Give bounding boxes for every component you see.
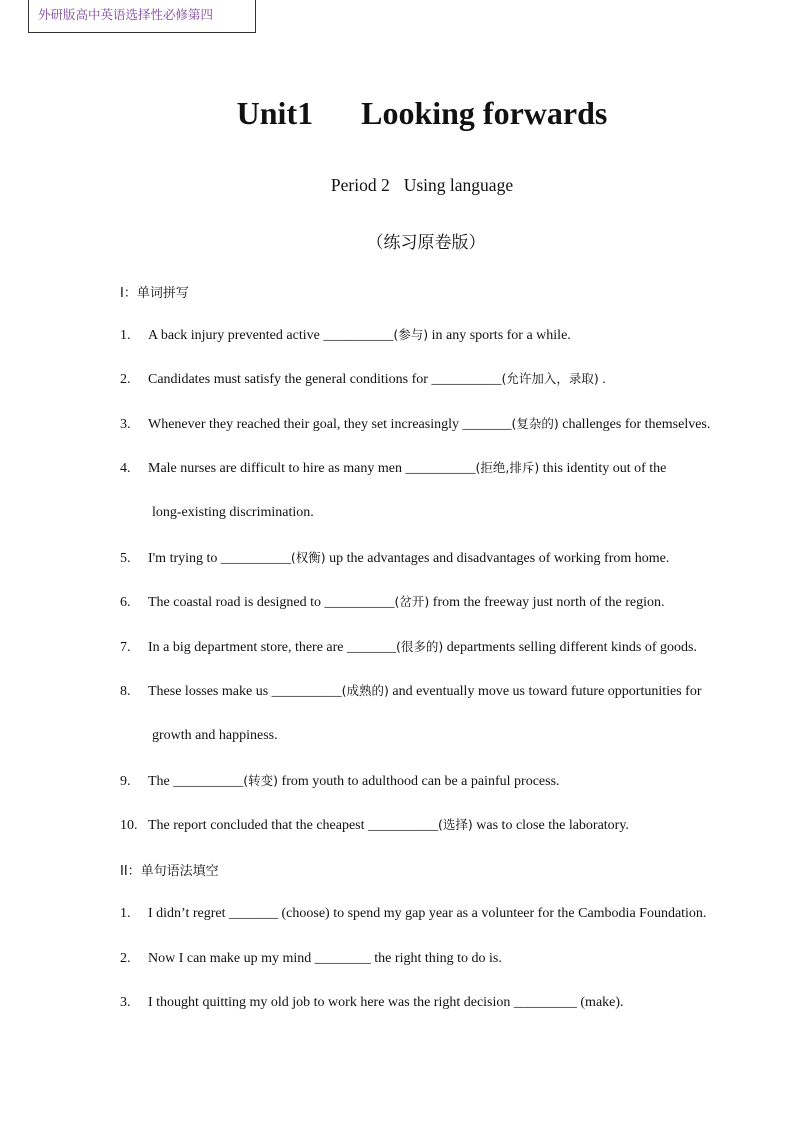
question-number: 1. bbox=[120, 906, 131, 921]
question-text: and eventually move us toward future opportunities for bbox=[388, 684, 702, 699]
question-text: challenges for themselves. bbox=[558, 417, 711, 432]
question-hint: (复杂的) bbox=[511, 416, 559, 431]
question-text: Whenever they reached their goal, they set increasingly _______ bbox=[148, 417, 512, 432]
page-title bbox=[0, 95, 794, 132]
question-2-2 bbox=[120, 949, 502, 969]
section-heading-spelling: I：单词拼写 bbox=[120, 286, 189, 301]
question-1-6 bbox=[120, 592, 665, 613]
question-continuation: long-existing discrimination. bbox=[152, 505, 314, 520]
period-label: Period 2 bbox=[330, 175, 390, 195]
question-hint: (转变) bbox=[243, 773, 279, 788]
question-number: 3. bbox=[120, 995, 131, 1010]
question-1-4 bbox=[120, 458, 666, 479]
header-label: 外研版高中英语选择性必修第四 bbox=[28, 0, 256, 33]
question-1-8 bbox=[120, 681, 702, 702]
question-text: this identity out of the bbox=[539, 461, 667, 476]
question-text: . bbox=[598, 372, 606, 387]
question-text: In a big department store, there are _______ bbox=[148, 640, 397, 655]
question-text: The __________ bbox=[148, 774, 244, 789]
question-text: I didn’t regret _______ (choose) to spend my gap year as a volunteer for the Cambodia Foundation. bbox=[148, 906, 707, 921]
question-text: These losses make us __________ bbox=[148, 684, 342, 699]
unit-topic: Looking forwards bbox=[361, 95, 608, 131]
question-number: 8. bbox=[120, 684, 131, 699]
question-1-5 bbox=[120, 548, 669, 569]
question-2-1 bbox=[120, 904, 706, 924]
question-1-9 bbox=[120, 771, 560, 792]
question-text: in any sports for a while. bbox=[428, 328, 571, 343]
question-hint: (岔开) bbox=[394, 594, 430, 609]
section-heading-grammar: II：单句语法填空 bbox=[120, 864, 219, 879]
question-text: Male nurses are difficult to hire as many men __________ bbox=[148, 461, 476, 476]
question-text: A back injury prevented active __________ bbox=[148, 328, 394, 343]
question-hint: (权衡) bbox=[290, 550, 326, 565]
question-number: 6. bbox=[120, 595, 131, 610]
question-text: The report concluded that the cheapest __________ bbox=[148, 818, 439, 833]
question-text: up the advantages and disadvantages of working from home. bbox=[325, 551, 670, 566]
question-text: was to close the laboratory. bbox=[472, 818, 629, 833]
edition-label: （练习原卷版） bbox=[366, 233, 486, 253]
question-1-7 bbox=[120, 637, 697, 658]
question-1-10 bbox=[120, 815, 629, 836]
question-hint: (参与) bbox=[393, 327, 429, 342]
question-text: The coastal road is designed to __________ bbox=[148, 595, 395, 610]
question-number: 4. bbox=[120, 461, 131, 476]
question-hint: (成熟的) bbox=[341, 683, 389, 698]
unit-label: Unit1 bbox=[236, 95, 314, 131]
question-1-1 bbox=[120, 325, 571, 346]
question-text: Now I can make up my mind ________ the right thing to do is. bbox=[148, 951, 502, 966]
question-2-3 bbox=[120, 993, 624, 1013]
question-number: 3. bbox=[120, 417, 131, 432]
question-1-3 bbox=[120, 414, 710, 435]
question-number: 10. bbox=[120, 818, 138, 833]
question-continuation: growth and happiness. bbox=[152, 728, 278, 743]
question-1-2 bbox=[120, 369, 606, 390]
question-text: departments selling different kinds of goods. bbox=[443, 640, 697, 655]
question-hint: (允许加入，录取) bbox=[501, 371, 599, 386]
question-text: Candidates must satisfy the general conditions for __________ bbox=[148, 372, 502, 387]
question-number: 9. bbox=[120, 774, 131, 789]
question-number: 7. bbox=[120, 640, 131, 655]
question-text: from the freeway just north of the region. bbox=[429, 595, 665, 610]
lesson-label: Using language bbox=[403, 175, 514, 195]
question-text: I'm trying to __________ bbox=[148, 551, 291, 566]
question-hint: (很多的) bbox=[396, 639, 444, 654]
question-number: 2. bbox=[120, 372, 131, 387]
question-number: 1. bbox=[120, 328, 131, 343]
question-text: I thought quitting my old job to work here was the right decision _________ (make). bbox=[148, 995, 624, 1010]
question-number: 5. bbox=[120, 551, 131, 566]
question-hint: (选择) bbox=[438, 817, 473, 832]
question-number: 2. bbox=[120, 951, 131, 966]
question-text: from youth to adulthood can be a painful process. bbox=[278, 774, 560, 789]
page-subtitle bbox=[0, 175, 794, 196]
question-hint: (拒绝,排斥) bbox=[475, 460, 540, 475]
